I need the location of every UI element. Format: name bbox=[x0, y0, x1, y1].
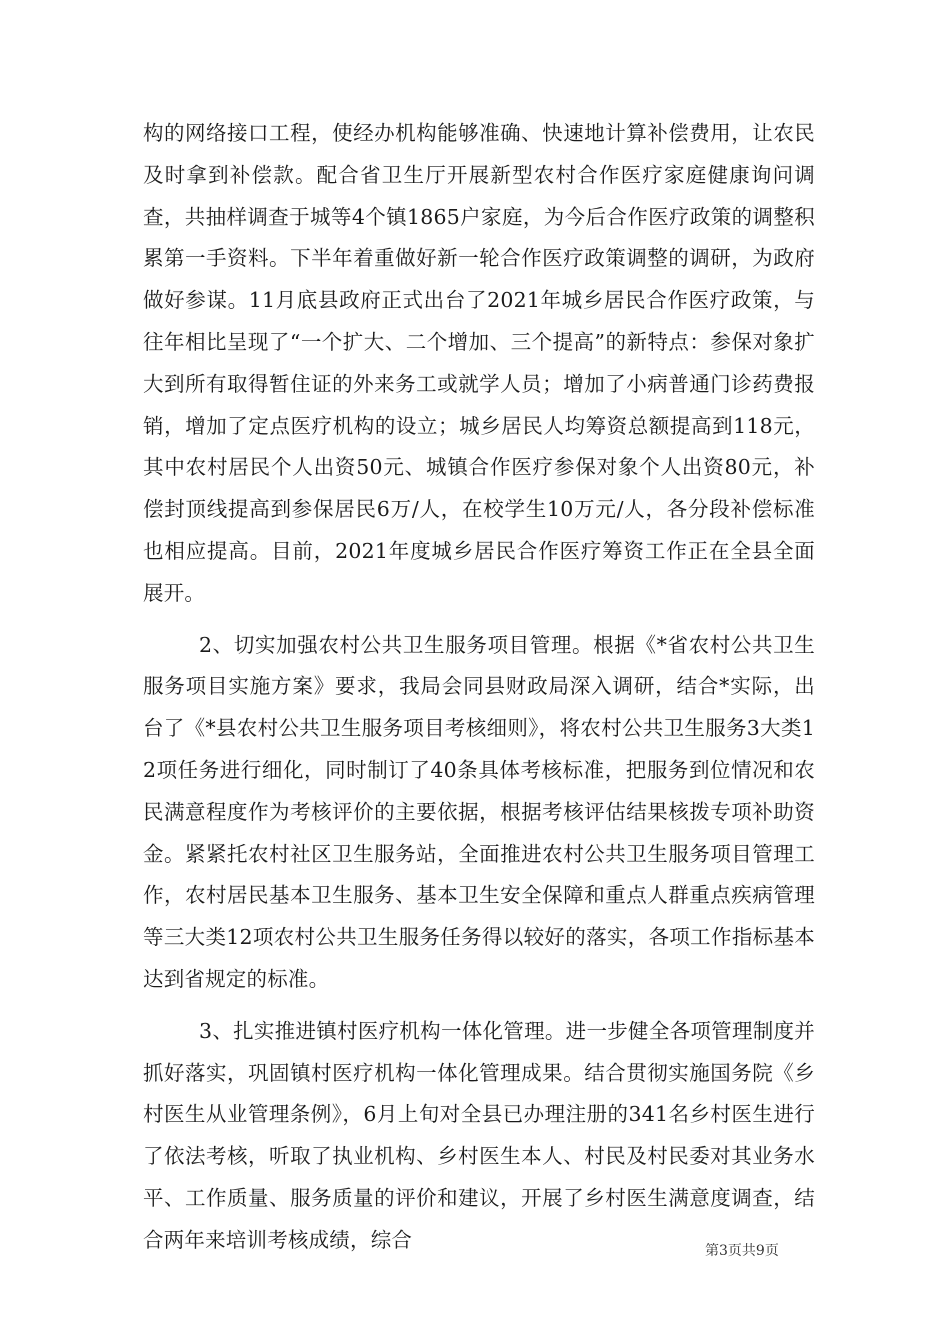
paragraph-section-2: 2、切实加强农村公共卫生服务项目管理。根据《*省农村公共卫生服务项目实施方案》要求，我局会同县财政局深入调研，结合*实际，出台了《*县农村公共卫生服务项目考核细则》，将农村公共卫生服务3大类12项任务进行细化，同时制订了40条具体考核标准，把服务到位情况和农民满意程度作为考核评价的主要依据，根据考核评估结果核拨专项补助资金。紧紧托农村社区卫生服务站，全面推进农村公共卫生服务项目管理工作，农村居民基本卫生服务、基本卫生安全保障和重点人群重点疾病管理等三大类12项农村公共卫生服务任务得以较好的落实，各项工作指标基本达到省规定的标准。 bbox=[143, 632, 815, 991]
paragraph-section-3: 3、扎实推进镇村医疗机构一体化管理。进一步健全各项管理制度并抓好落实，巩固镇村医疗机构一体化管理成果。结合贯彻实施国务院《乡村医生从业管理条例》，6月上旬对全县已办理注册的341名乡村医生进行了依法考核，听取了执业机构、乡村医生本人、村民及村民委对其业务水平、工作质量、服务质量的评价和建议，开展了乡村医生满意度调查，结合两年来培训考核成绩，综合 bbox=[143, 1018, 815, 1252]
page-number: 第3页共9页 bbox=[705, 1243, 779, 1259]
document-body bbox=[143, 113, 815, 1262]
paragraph-continued: 构的网络接口工程，使经办机构能够准确、快速地计算补偿费用，让农民及时拿到补偿款。配合省卫生厅开展新型农村合作医疗家庭健康询问调查，共抽样调查于城等4个镇1865户家庭，为今后合作医疗政策的调整积累第一手资料。下半年着重做好新一轮合作医疗政策调整的调研，为政府做好参谋。11月底县政府正式出台了2021年城乡居民合作医疗政策，与往年相比呈现了“一个扩大、二个增加、三个提高”的新特点：参保对象扩大到所有取得暂住证的外来务工或就学人员；增加了小病普通门诊药费报销，增加了定点医疗机构的设立；城乡居民人均筹资总额提高到118元，其中农村居民个人出资50元、城镇合作医疗参保对象个人出资80元，补偿封顶线提高到参保居民6万/人，在校学生10万元/人，各分段补偿标准也相应提高。目前，2021年度城乡居民合作医疗筹资工作正在全县全面展开。 bbox=[143, 121, 815, 605]
